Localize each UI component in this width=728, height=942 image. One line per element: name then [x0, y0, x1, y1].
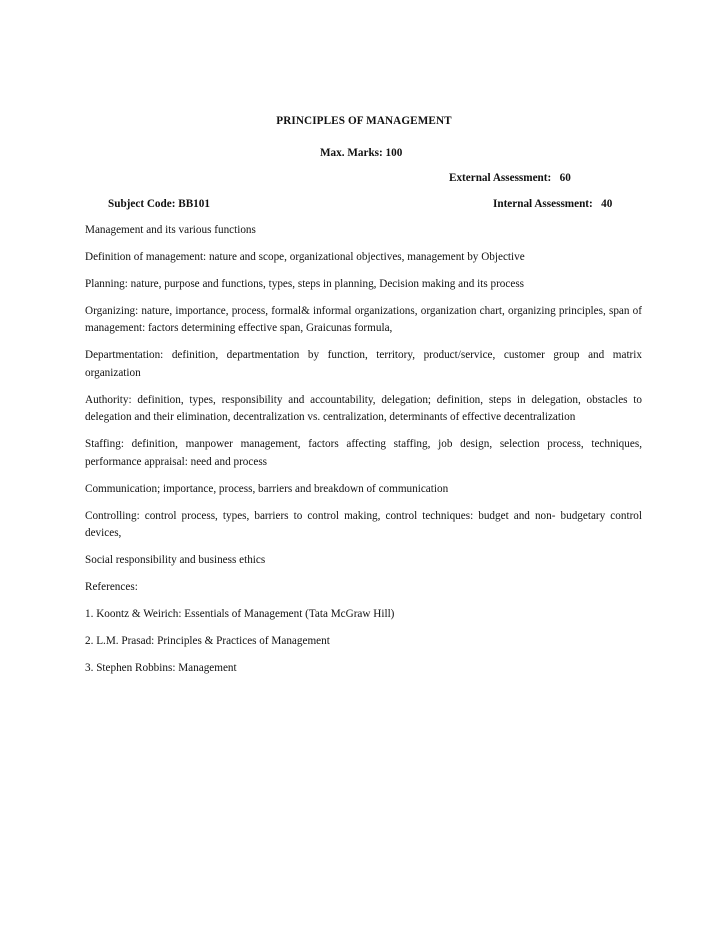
syllabus-paragraph: Authority: definition, types, responsibility and accountability, delegation; definition, steps in delegation, obstacles to delegation and their elimination, decentralization vs. centralization, determinants of effective decentralization — [85, 393, 642, 424]
syllabus-paragraph: Organizing: nature, importance, process, formal& informal organizations, organization chart, organizing principles, span of management: factors determining effective span, Graicunas formula, — [85, 305, 642, 335]
syllabus-paragraph: Management and its various functions — [85, 224, 256, 236]
references-heading: References: — [85, 581, 138, 594]
subject-code: Subject Code: BB101 — [108, 198, 210, 210]
syllabus-paragraph: Staffing: definition, manpower management, factors affecting staffing, job design, selection process, techniques, performance appraisal: need and process — [85, 438, 642, 468]
syllabus-paragraph: Definition of management: nature and scope, organizational objectives, management by Objective — [85, 251, 525, 263]
reference-item: 3. Stephen Robbins: Management — [85, 662, 237, 675]
max-marks: Max. Marks: 100 — [320, 147, 403, 159]
syllabus-paragraph: Communication; importance, process, barriers and breakdown of communication — [85, 482, 449, 495]
external-assessment: External Assessment: 60 — [449, 172, 571, 184]
syllabus-paragraph: Planning: nature, purpose and functions, types, steps in planning, Decision making and its process — [85, 278, 525, 290]
reference-item: 2. L.M. Prasad: Principles & Practices of Management — [85, 635, 330, 648]
page-title: PRINCIPLES OF MANAGEMENT — [276, 115, 452, 127]
syllabus-body — [85, 222, 642, 687]
syllabus-paragraph: Social responsibility and business ethics — [85, 554, 266, 567]
internal-assessment: Internal Assessment: 40 — [493, 198, 613, 210]
reference-item: 1. Koontz & Weirich: Essentials of Management (Tata McGraw Hill) — [85, 608, 395, 621]
syllabus-paragraph: Departmentation: definition, departmentation by function, territory, product/service, customer group and matrix organization — [85, 349, 642, 379]
syllabus-paragraph: Controlling: control process, types, barriers to control making, control techniques: budget and non- budgetary control devices, — [85, 509, 642, 540]
